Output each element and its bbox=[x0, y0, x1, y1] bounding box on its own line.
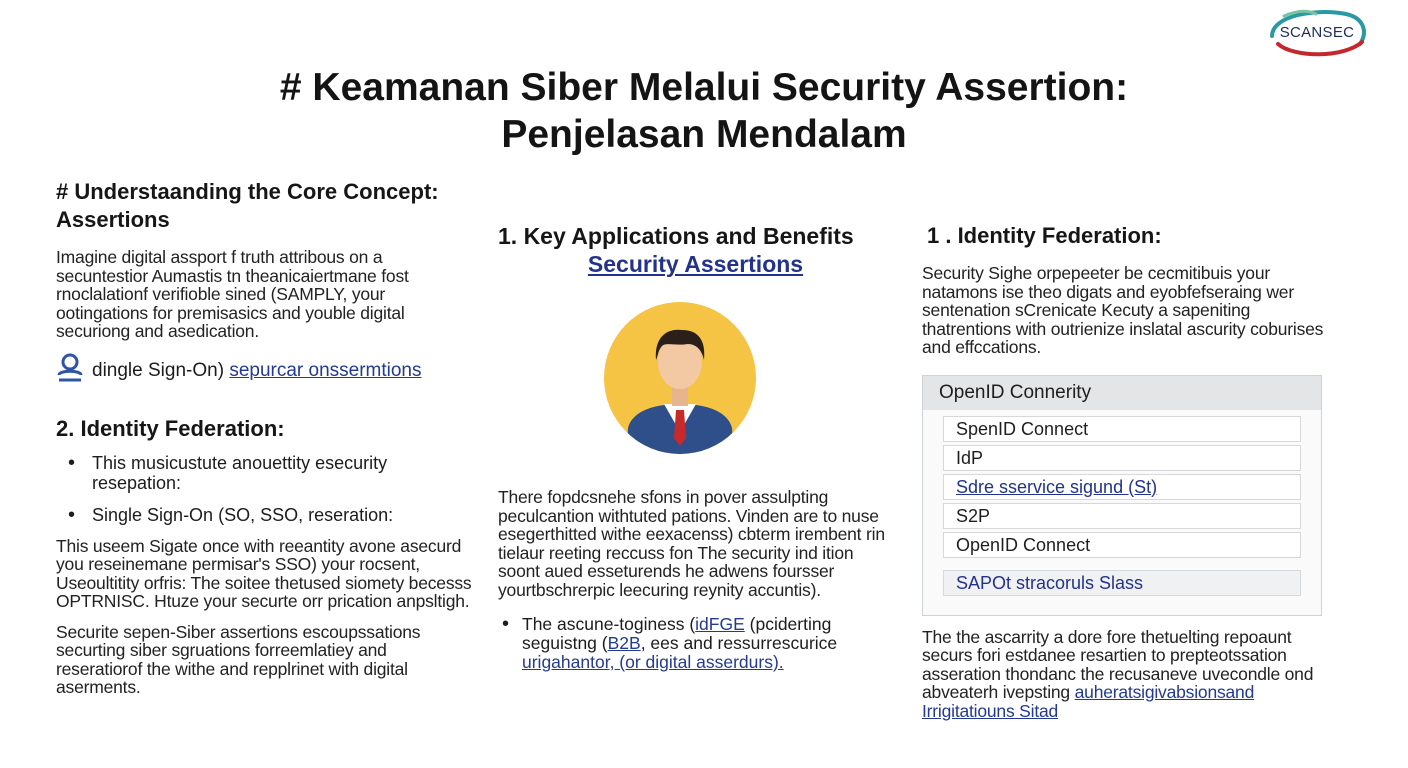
core-concept-heading: # Understaanding the Core Concept: Assertions bbox=[56, 179, 439, 232]
assertion-text: The the ascarrity a dore fore thetuelting repoaunt securs fori estdanee resartien to prepteotssation asseration thondanc the recusaneve uvecondle ond abveaterh ivepsting bbox=[922, 626, 1314, 702]
federation-bullet-2: • Single Sign-On (SO, SSO, reseration: bbox=[68, 505, 476, 525]
middle-column bbox=[498, 222, 893, 684]
panel-row-link[interactable]: Sdre sservice sigund (St) bbox=[943, 474, 1301, 500]
siber-assertions-paragraph: Securite sepen-Siber assertions escoupssations securting siber sgruations forreemlatiey and reseratiorof the withe and repplrinet with digital aserments. bbox=[56, 621, 421, 697]
sso-icon-row bbox=[56, 353, 476, 389]
bullet-text-2: (pciderting seguistng ( bbox=[522, 614, 832, 653]
bullet-text-3: , ees and ressurrescurice bbox=[640, 633, 838, 653]
businessman-avatar-icon bbox=[602, 300, 758, 456]
logo-text: SCANSEC bbox=[1279, 24, 1355, 41]
right-identity-federation-heading: 1 . Identity Federation: bbox=[927, 223, 1162, 248]
applications-bullet bbox=[502, 615, 893, 672]
panel-highlight-row[interactable]: SAPOt stracoruls Slass bbox=[943, 570, 1301, 596]
security-assertions-subheading[interactable]: Security Assertions bbox=[587, 251, 804, 277]
security-assertions-link[interactable]: sepurcar onssermtions bbox=[229, 359, 422, 381]
openid-panel-list bbox=[943, 416, 1301, 596]
page-title bbox=[0, 64, 1408, 158]
title-line-2: Penjelasan Mendalam bbox=[501, 113, 907, 156]
core-concept-paragraph: Imagine digital assport f truth attribous on a secuntestior Aumastis tn theanicaiertmane fost rnoclalationf verifioble sined (SAMPLY, your ootingations for premisasics and youble digital securiong and asedication. bbox=[56, 247, 409, 341]
sso-paragraph: This useem Sigate once with reeantity avone asecurd you reseinemane permisar's SSO) your rocsent, Useoultitity orfris: The soitee thetused siomety becesss OPTRNISC. Htuze your securte orr prication anpsltigh. bbox=[56, 535, 472, 611]
openid-panel bbox=[922, 375, 1322, 616]
applications-paragraph: There fopdcsnehe sfons in pover assulpting peculcantion withtuted pations. Vinden are to nuse esegerthitted withe eexacenss) cbterm irembent rin tielaur reeting reccuss fon The security ind ition soont aued esseturends he adwens foursser yourtbschrerpic leecuring reynity accuntis). bbox=[498, 487, 885, 600]
bullet-text-1: The ascune-toginess ( bbox=[522, 614, 696, 634]
openid-panel-title: OpenID Connerity bbox=[923, 376, 1321, 410]
title-line-1: # Keamanan Siber Melalui Security Assertion: bbox=[279, 66, 1129, 109]
panel-row[interactable]: S2P bbox=[943, 503, 1301, 529]
left-column bbox=[56, 178, 476, 697]
identity-federation-heading: 2. Identity Federation: bbox=[56, 415, 285, 441]
digital-assertions-link[interactable]: urigahantor, (or digital asserdurs). bbox=[522, 652, 784, 672]
authorizations-link[interactable]: auheratsigivabsionsand bbox=[1074, 682, 1255, 702]
scansec-logo bbox=[1264, 6, 1370, 60]
sso-label: dingle Sign-On) bbox=[92, 359, 225, 381]
idfge-link[interactable]: idFGE bbox=[695, 614, 745, 634]
right-column bbox=[922, 222, 1342, 720]
user-avatar bbox=[602, 300, 758, 456]
key-applications-heading: 1. Key Applications and Benefits bbox=[498, 223, 854, 249]
assertion-paragraph bbox=[922, 628, 1342, 721]
panel-row[interactable]: OpenID Connect bbox=[943, 532, 1301, 558]
federation-bullet-1: • This musicustute anouettity esecurity resepation: bbox=[68, 453, 476, 493]
federation-paragraph: Security Sighe orpepeeter be cecmitibuis your natamons ise theo digats and eyobfefseraing wer sentenation sCrenicate Kecuty a sapeniting thatrentions with outrienize inslatal ascurity coburises and effccations. bbox=[922, 263, 1324, 357]
federation-bullet-list bbox=[68, 453, 476, 525]
b2b-link[interactable]: B2B bbox=[607, 633, 641, 653]
applications-bullet-list bbox=[502, 615, 893, 672]
panel-row[interactable]: IdP bbox=[943, 445, 1301, 471]
panel-row[interactable]: SpenID Connect bbox=[943, 416, 1301, 442]
user-icon bbox=[56, 353, 84, 389]
irrigations-link[interactable]: Irrigitatiouns Sitad bbox=[922, 700, 1059, 721]
